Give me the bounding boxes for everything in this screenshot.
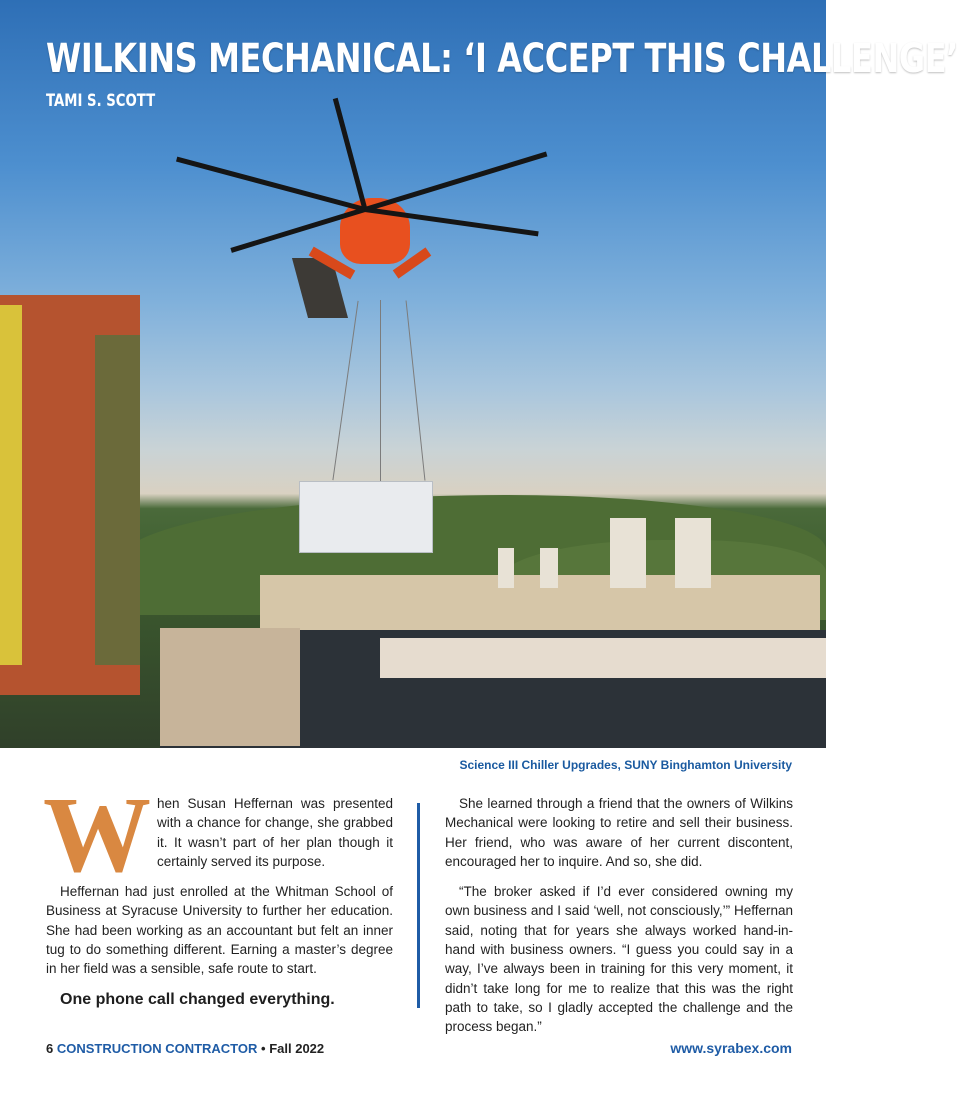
paragraph: “The broker asked if I’d ever considered owning my own business and I said ‘well, not consciously,’” Heffernan said, noting that for years she always worked hand-in-hand with business owners. “I guess you could say in a way, I’ve always been in training for this very moment, it didn’t take long for me to realize that this was the right path to take, so I gladly accepted the challenge and the process began.” <box>445 884 793 1035</box>
photo-exhaust-stack <box>540 548 558 588</box>
photo-rotor-blade <box>176 157 366 212</box>
text-column-left <box>43 776 393 1009</box>
photo-exhaust-stack <box>498 548 514 588</box>
pull-quote: One phone call changed everything. <box>60 990 335 1008</box>
photo-exhaust-stack <box>675 518 711 588</box>
paragraph: hen Susan Heffernan was presented with a chance for change, she grabbed it. It wasn’t part of her plan though it certainly served its purpose. <box>157 796 393 869</box>
photo-caption: Science III Chiller Upgrades, SUNY Binghamton University <box>459 758 792 772</box>
website-link[interactable]: www.syrabex.com <box>670 1040 792 1056</box>
photo-roof-wall <box>160 628 300 746</box>
photo-rotor-blade <box>333 98 368 210</box>
paragraph: She learned through a friend that the owners of Wilkins Mechanical were looking to retire and sell their business. Her friend, who was aware of her current discontent, encouraged her to inquire. And so, she did. <box>445 796 793 869</box>
page-number: 6 <box>46 1041 54 1056</box>
footer-folio <box>46 1041 324 1056</box>
photo-parapet <box>380 638 826 678</box>
photo-rotor-blade <box>364 152 547 212</box>
footer-separator: • <box>261 1041 266 1056</box>
drop-cap: W <box>43 776 151 895</box>
column-divider <box>417 803 420 1008</box>
text-column-right <box>445 794 793 1048</box>
photo-chiller-unit <box>299 481 433 553</box>
photo-building <box>0 295 140 695</box>
magazine-name: CONSTRUCTION CONTRACTOR <box>56 1041 258 1056</box>
issue-date: Fall 2022 <box>269 1041 325 1056</box>
article-author: TAMI S. SCOTT <box>46 91 156 111</box>
paragraph: Heffernan had just enrolled at the Whitman School of Business at Syracuse University to further her education. She had been working as an accountant but felt an inner tug to do something different. Earning a master’s degree in her field was a sensible, safe route to start. <box>46 884 393 977</box>
photo-exhaust-stack <box>610 518 646 588</box>
article-title: WILKINS MECHANICAL: ‘I ACCEPT THIS CHALLENGE’ <box>46 36 958 82</box>
